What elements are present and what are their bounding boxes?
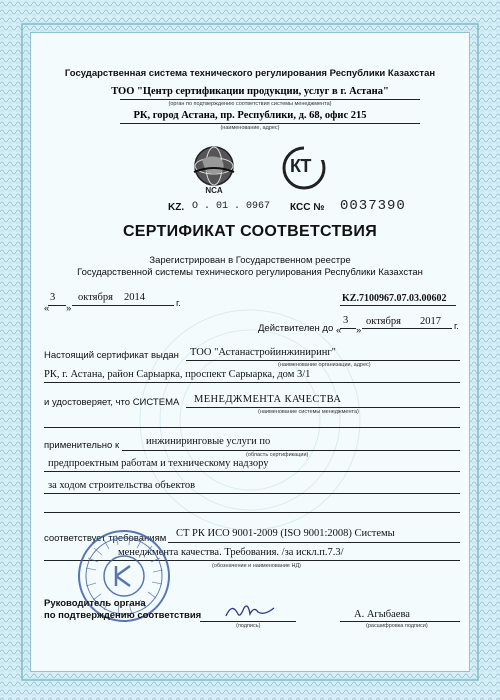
handwritten-signature [222,600,278,622]
valid-year: 2017 [420,316,441,327]
holder-address: РК, г. Астана, район Сарыарка, проспект Сарыарка, дом 3/1 [44,369,311,380]
issuing-body-address: РК, город Астана, пр. Республики, д. 68, офис 215 [133,110,367,121]
rule [186,360,460,361]
valid-close-quote: » [356,325,362,336]
standard-line-2: менеджмента качества. Требования. /за искл.п.7.3/ [118,547,344,558]
name-caption: (расшифровка подписи) [366,623,428,629]
signatory-title-line-1: Руководитель органа [44,598,146,609]
rule [168,542,460,543]
valid-month: октября [366,316,401,327]
rule [122,450,460,451]
rule [362,328,452,329]
rule [44,382,460,383]
issue-year: 2014 [124,292,145,303]
scope-line-2: предпроектным работам и техническому надзору [48,458,269,469]
issue-suffix: г. [176,298,181,309]
certifies-value: МЕНЕДЖМЕНТА КАЧЕСТВА [194,394,342,405]
rule [340,621,460,622]
issue-open-quote: « [44,303,50,314]
valid-until-label: Действителен до [258,323,334,334]
certifies-label: и удостоверяет, что СИСТЕМА [44,397,180,408]
issue-month: октября [78,292,113,303]
nca-logo-label: NCA [205,186,223,195]
rule [44,427,460,428]
signature-caption: (подпись) [236,623,261,629]
standard-label: соответствует требованиям [44,533,167,544]
kz-prefix: KZ. [168,202,185,213]
kz-number: О . 01 . 0967 [192,201,271,212]
certifies-caption: (наименование системы менеджмента) [258,409,359,415]
rule [44,512,460,513]
signatory-name: А. Агыбаева [354,609,410,620]
rule [48,305,66,306]
issue-close-quote: » [66,303,72,314]
rule [186,407,460,408]
rule [120,123,420,124]
scope-line-1: инжиниринговые услуги по [146,436,271,447]
certificate-title: СЕРТИФИКАТ СООТВЕТСТВИЯ [122,223,378,240]
kt-mark-label: КТ [290,156,311,176]
valid-day: 3 [343,315,349,326]
registered-line-2: Государственной системы технического регулирования Республики Казахстан [77,267,423,278]
rule [44,471,460,472]
system-heading: Государственная система технического регулирования Республики Казахстан [64,68,436,79]
rule [340,305,456,306]
scope-caption: (область сертификации) [246,452,309,458]
holder-label: Настоящий сертификат выдан [44,350,179,361]
registration-number: KZ.7100967.07.03.00602 [342,293,447,304]
address-caption: (наименование, адрес) [220,125,280,131]
rule [72,305,174,306]
rule [120,99,420,100]
issue-day: 3 [50,292,56,303]
rule [44,493,460,494]
kss-prefix: КСС № [290,202,325,213]
holder-name: ТОО "Астанастройинжиниринг" [190,347,336,358]
issuing-body-name: ТОО "Центр сертификации продукции, услуг в г. Астана" [111,86,389,97]
rule [340,328,356,329]
valid-suffix: г. [454,321,459,332]
valid-open-quote: « [336,325,342,336]
standard-line-1: СТ РК ИСО 9001-2009 (ISO 9001:2008) Системы [176,528,395,539]
scope-label: применительно к [44,440,120,451]
nca-globe-logo [190,142,238,190]
kss-number: 0037390 [340,198,406,214]
standard-caption: (обозначение и наименование НД) [212,563,302,569]
registered-line-1: Зарегистрирован в Государственном реестре [149,255,351,266]
signatory-title-line-2: по подтверждению соответствия [44,610,202,621]
holder-caption: (наименование организации, адрес) [278,362,371,368]
issuing-body-caption: (орган по подтверждению соответствия системы менеджмента) [168,101,332,107]
scope-line-3: за ходом строительства объектов [48,480,196,491]
